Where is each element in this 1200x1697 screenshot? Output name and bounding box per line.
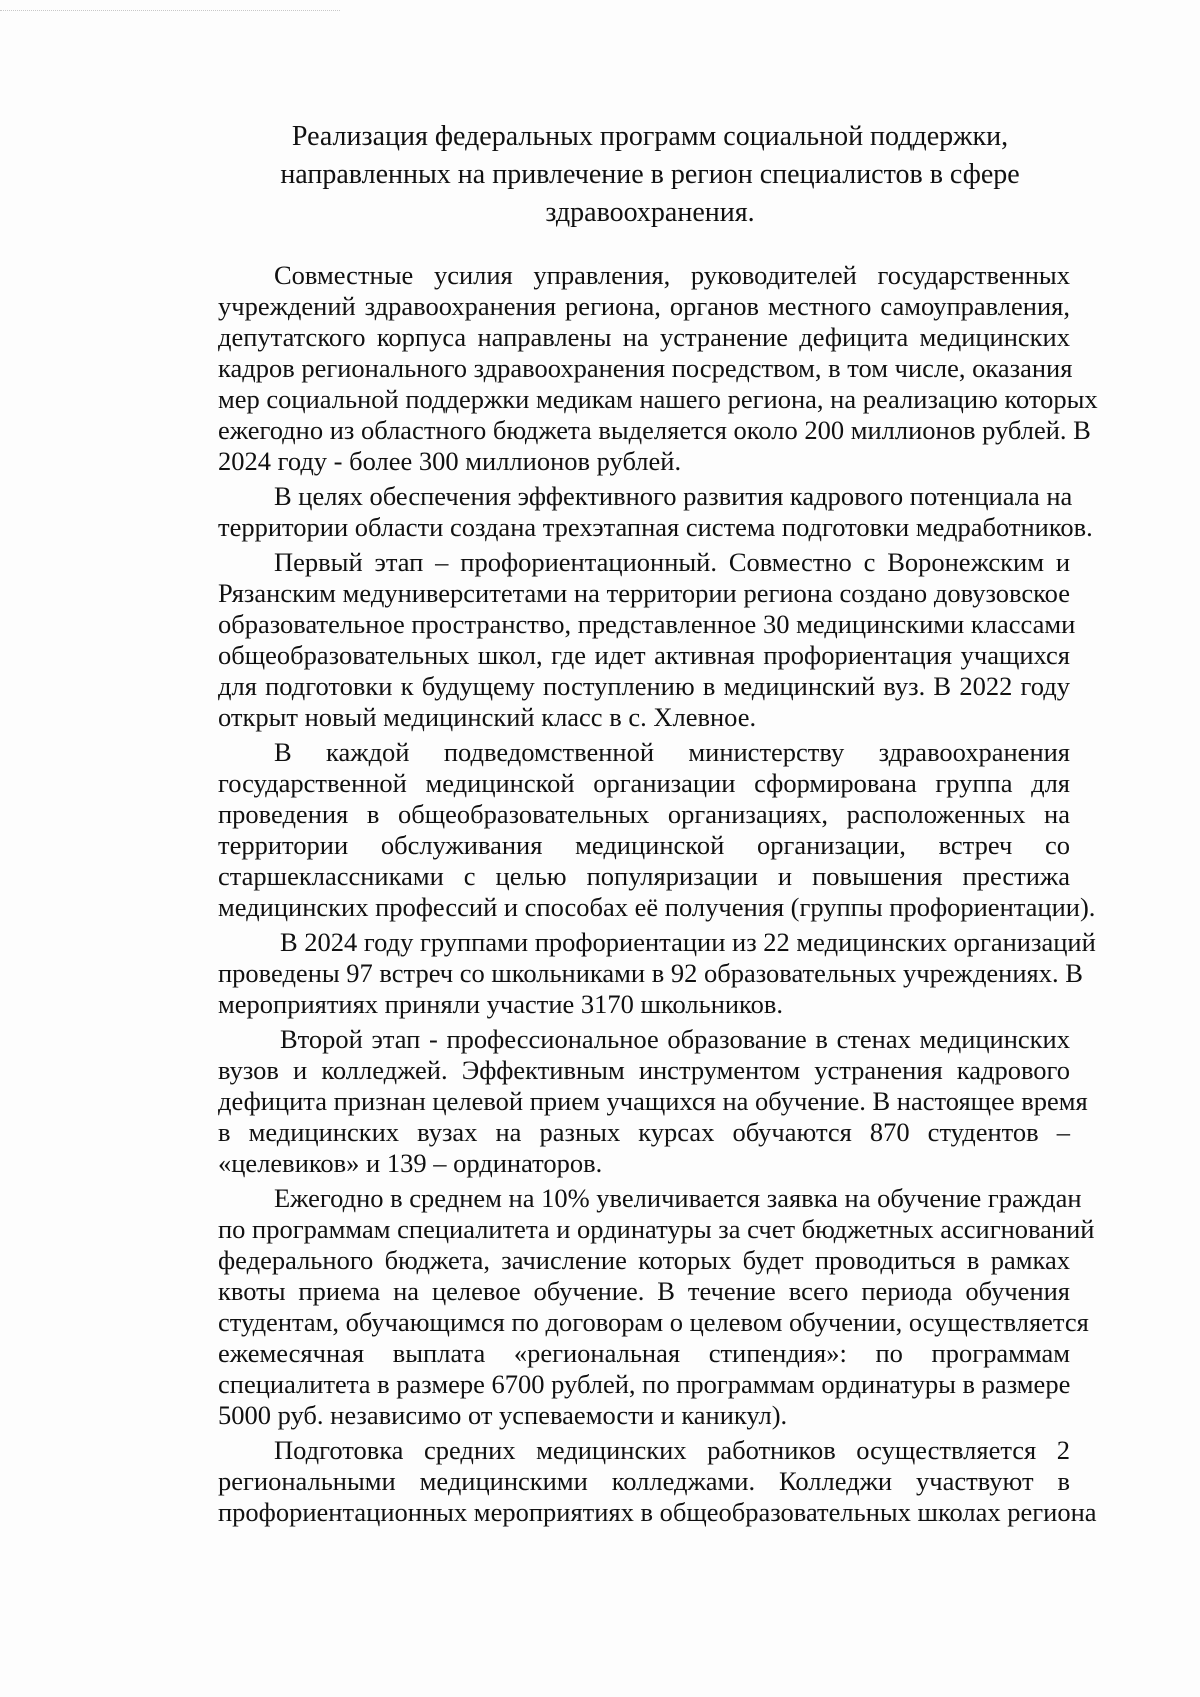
- text-line: территории области создана трехэтапная система подготовки медработников.: [218, 512, 1093, 542]
- text-line: в медицинских вузах на разных курсах обучаются 870 студентов –: [218, 1117, 1070, 1147]
- text-line: для подготовки к будущему поступлению в медицинский вуз. В 2022 году: [218, 671, 1070, 701]
- document-title: [230, 118, 1070, 232]
- text-line: ежегодно из областного бюджета выделяется около 200 миллионов рублей. В: [218, 415, 1091, 445]
- text-line: 5000 руб. независимо от успеваемости и каникул).: [218, 1400, 788, 1430]
- text-line: депутатского корпуса направлены на устранение дефицита медицинских: [218, 322, 1070, 352]
- text-line: территории обслуживания медицинской организации, встреч со: [218, 830, 1070, 860]
- paragraph-joint-efforts: [218, 260, 1098, 477]
- text-line: общеобразовательных школ, где идет активная профориентация учащихся: [218, 640, 1070, 670]
- title-line: Реализация федеральных программ социальной поддержки,: [291, 121, 1009, 152]
- text-line: Ежегодно в среднем на 10% увеличивается заявка на обучение граждан: [274, 1183, 1082, 1213]
- paragraph-nurse-training: [218, 1435, 1097, 1528]
- text-line: медицинских профессий и способах её получения (группы профориентации).: [218, 892, 1096, 922]
- text-line: проведены 97 встреч со школьниками в 92 образовательных учреждениях. В: [218, 958, 1083, 988]
- text-line: Рязанским медуниверситетами на территории региона создано довузовское: [218, 578, 1070, 608]
- text-line: 2024 году - более 300 миллионов рублей.: [218, 446, 682, 476]
- text-line: Совместные усилия управления, руководителей государственных: [274, 260, 1070, 290]
- text-line: В 2024 году группами профориентации из 22 медицинских организаций: [280, 927, 1096, 957]
- title-line: здравоохранения.: [545, 197, 755, 228]
- text-line: кадров регионального здравоохранения посредством, в том числе, оказания: [218, 353, 1073, 383]
- text-line: В целях обеспечения эффективного развития кадрового потенциала на: [274, 481, 1073, 511]
- text-line: мероприятиях приняли участие 3170 школьников.: [218, 989, 783, 1019]
- text-line: региональными медицинскими колледжами. Колледжи участвуют в: [218, 1466, 1070, 1496]
- text-line: «целевиков» и 139 – ординаторов.: [218, 1148, 603, 1178]
- scan-artifact-line: [0, 10, 340, 11]
- text-line: В каждой подведомственной министерству здравоохранения: [274, 737, 1070, 767]
- text-line: ежемесячная выплата «региональная стипендия»: по программам: [218, 1338, 1070, 1368]
- text-line: мер социальной поддержки медикам нашего региона, на реализацию которых: [218, 384, 1098, 414]
- text-line: профориентационных мероприятиях в общеобразовательных школах региона: [218, 1497, 1097, 1527]
- paragraph-annual-quota: [218, 1183, 1095, 1431]
- text-line: Подготовка средних медицинских работников осуществляется 2: [274, 1435, 1070, 1465]
- text-line: образовательное пространство, представленное 30 медицинскими классами: [218, 609, 1076, 639]
- text-line: вузов и колледжей. Эффективным инструментом устранения кадрового: [218, 1055, 1070, 1085]
- paragraph-three-stage-system: [218, 481, 1093, 543]
- text-line: открыт новый медицинский класс в с. Хлевное.: [218, 702, 757, 732]
- paragraph-career-guidance-groups: [218, 737, 1096, 923]
- document-body: [218, 260, 1098, 1532]
- text-line: Второй этап - профессиональное образование в стенах медицинских: [280, 1024, 1070, 1054]
- text-line: по программам специалитета и ординатуры за счет бюджетных ассигнований: [218, 1214, 1095, 1244]
- text-line: дефицита признан целевой прием учащихся на обучение. В настоящее время: [218, 1086, 1088, 1116]
- text-line: проведения в общеобразовательных организациях, расположенных на: [218, 799, 1070, 829]
- text-line: Первый этап – профориентационный. Совместно с Воронежским и: [274, 547, 1070, 577]
- text-line: государственной медицинской организации сформирована группа для: [218, 768, 1070, 798]
- paragraph-first-stage: [218, 547, 1076, 733]
- text-line: федерального бюджета, зачисление которых будет проводиться в рамках: [218, 1245, 1070, 1275]
- title-line: направленных на привлечение в регион специалистов в сфере: [280, 159, 1020, 190]
- text-line: квоты приема на целевое обучение. В течение всего периода обучения: [218, 1276, 1070, 1306]
- text-line: специалитета в размере 6700 рублей, по программам ординатуры в размере: [218, 1369, 1071, 1399]
- paragraph-2024-meetings: [218, 927, 1096, 1020]
- text-line: студентам, обучающимся по договорам о целевом обучении, осуществляется: [218, 1307, 1089, 1337]
- text-line: учреждений здравоохранения региона, органов местного самоуправления,: [218, 291, 1070, 321]
- paragraph-second-stage: [218, 1024, 1088, 1179]
- text-line: старшеклассниками с целью популяризации и повышения престижа: [218, 861, 1070, 891]
